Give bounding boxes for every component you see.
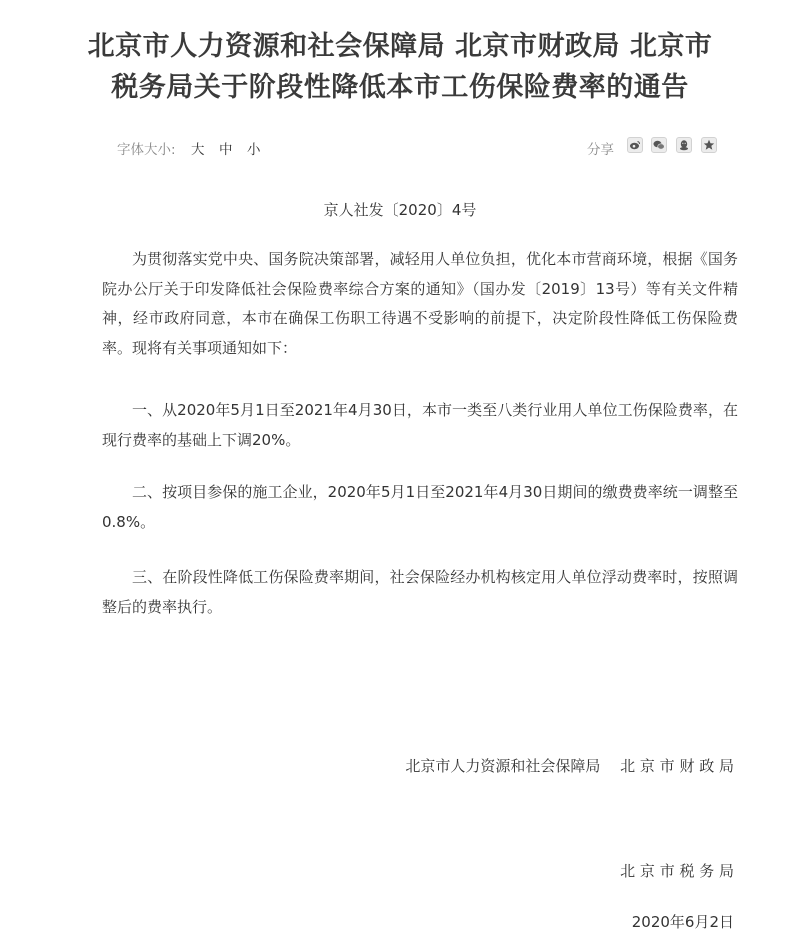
paragraph-item-3: 三、在阶段性降低工伤保险费率期间，社会保险经办机构核定用人单位浮动费率时，按照调整后的费率执行。 xyxy=(102,568,738,616)
title-line-1: 北京市人力资源和社会保障局 北京市财政局 北京市 xyxy=(87,31,713,62)
wechat-icon[interactable] xyxy=(651,137,667,153)
qq-icon[interactable] xyxy=(676,137,692,153)
article-title xyxy=(60,26,740,108)
qzone-icon[interactable] xyxy=(701,137,717,153)
article-toolbar xyxy=(0,137,800,157)
font-size-small-button[interactable]: 小 xyxy=(247,142,261,158)
paragraph-item-2: 二、按项目参保的施工企业，2020年5月1日至2021年4月30日期间的缴费费率统一调整至0.8%。 xyxy=(102,483,738,531)
issue-date: 2020年6月2日 xyxy=(631,913,734,931)
signature-tax-bureau: 北 京 市 税 务 局 xyxy=(620,862,734,880)
document-number: 京人社发〔2020〕4号 xyxy=(323,201,477,219)
font-size-large-button[interactable]: 大 xyxy=(191,142,205,158)
paragraph-intro: 为贯彻落实党中央、国务院决策部署，减轻用人单位负担，优化本市营商环境，根据《国务院办公厅关于印发降低社会保险费率综合方案的通知》（国办发〔2019〕13号）等有关文件精神，经市政府同意，本市在确保工伤职工待遇不受影响的前提下，决定阶段性降低工伤保险费率。现将有关事项通知如下： xyxy=(102,250,738,357)
title-line-2: 税务局关于阶段性降低本市工伤保险费率的通告 xyxy=(111,72,689,103)
signature-issuers: 北京市人力资源和社会保障局 北 京 市 财 政 局 xyxy=(405,757,734,775)
paragraph-item-1: 一、从2020年5月1日至2021年4月30日，本市一类至八类行业用人单位工伤保险费率，在现行费率的基础上下调20%。 xyxy=(102,401,738,449)
weibo-icon[interactable] xyxy=(627,137,643,153)
font-size-medium-button[interactable]: 中 xyxy=(219,142,233,158)
share-label: 分享 xyxy=(587,142,614,158)
font-size-label: 字体大小: xyxy=(117,142,176,158)
